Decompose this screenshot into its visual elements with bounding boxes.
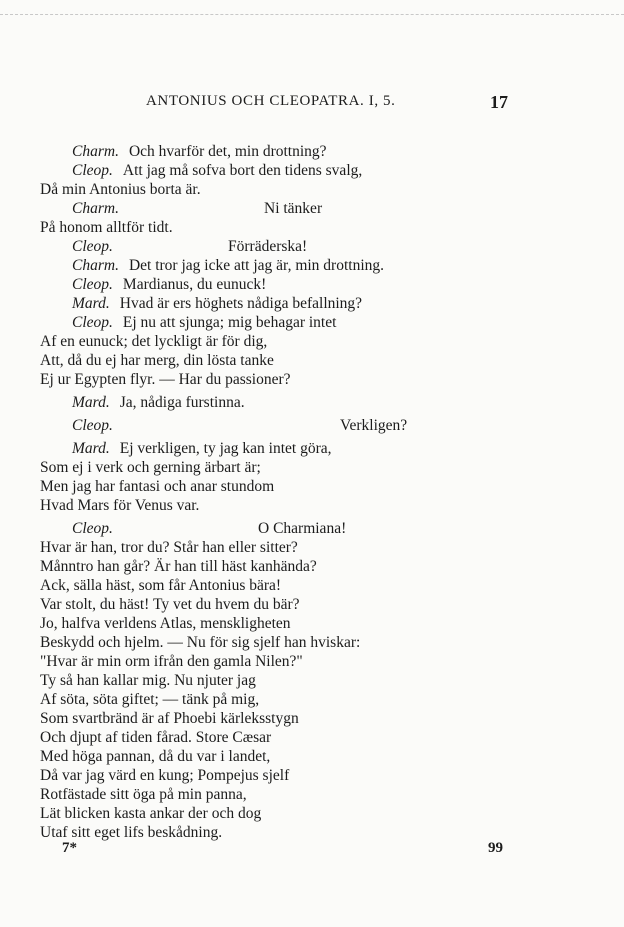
line-text: Ack, sälla häst, som får Antonius bära! — [40, 577, 282, 594]
verse-line — [40, 332, 600, 351]
page-footer — [0, 840, 624, 862]
verse-line — [40, 747, 600, 766]
line-text: Hvar är han, tror du? Står han eller sitter? — [40, 539, 298, 556]
speaker-label: Mard. — [72, 295, 110, 312]
speaker-label: Cleop. — [72, 314, 113, 331]
line-text: Då var jag värd en kung; Pompejus sjelf — [40, 767, 290, 784]
verse-line — [40, 538, 600, 557]
verse-line — [40, 595, 600, 614]
dialogue-line — [40, 313, 600, 332]
speaker-label: Mard. — [72, 440, 110, 457]
play-text — [40, 142, 600, 842]
verse-line — [40, 496, 600, 515]
line-text: Beskydd och hjelm. — Nu för sig sjelf han hviskar: — [40, 634, 361, 651]
line-text: På honom alltför tidt. — [40, 219, 173, 236]
line-text: Mardianus, du eunuck! — [122, 276, 267, 293]
speaker-label: Cleop. — [72, 520, 113, 537]
dialogue-line — [40, 161, 600, 180]
verse-line — [40, 690, 600, 709]
line-text: Af en eunuck; det lyckligt är för dig, — [40, 333, 268, 350]
verse-line — [40, 351, 600, 370]
speaker-label: Cleop. — [72, 162, 113, 179]
line-text: O Charmiana! — [258, 520, 347, 537]
line-text: Att, då du ej har merg, din lösta tanke — [40, 352, 274, 369]
dialogue-line — [40, 275, 600, 294]
speaker-label: Charm. — [72, 257, 119, 274]
verse-line — [40, 652, 600, 671]
line-text: Jo, halfva verldens Atlas, menskligheten — [40, 615, 291, 632]
line-text: Hvad är ers höghets nådiga befallning? — [119, 295, 363, 312]
line-text: Det tror jag icke att jag är, min drottning. — [128, 257, 385, 274]
speaker-label: Cleop. — [72, 417, 113, 434]
running-head — [0, 92, 624, 112]
line-text: Ej nu att sjunga; mig behagar intet — [122, 314, 337, 331]
verse-line — [40, 728, 600, 747]
verse-line — [40, 557, 600, 576]
line-text: Och djupt af tiden fårad. Store Cæsar — [40, 729, 272, 746]
line-text: Månntro han går? Är han till häst kanhända? — [40, 558, 317, 575]
footer-page-number: 99 — [488, 840, 503, 856]
line-text: Men jag har fantasi och anar stundom — [40, 478, 275, 495]
line-text: Ej ur Egypten flyr. — Har du passioner? — [40, 371, 291, 388]
line-text: Och hvarför det, min drottning? — [128, 143, 327, 160]
verse-line — [40, 785, 600, 804]
top-edge-rule — [0, 14, 624, 15]
page-number: 17 — [490, 92, 508, 112]
line-text: Ni tänker — [264, 200, 323, 217]
verse-line — [40, 218, 600, 237]
dialogue-line — [40, 519, 600, 538]
dialogue-line — [40, 256, 600, 275]
line-text: Ty så han kallar mig. Nu njuter jag — [40, 672, 256, 689]
line-text: Var stolt, du häst! Ty vet du hvem du bär? — [40, 596, 300, 613]
verse-line — [40, 477, 600, 496]
speaker-label: Charm. — [72, 143, 119, 160]
speaker-label: Cleop. — [72, 238, 113, 255]
running-title: ANTONIUS OCH CLEOPATRA. I, 5. — [146, 93, 396, 109]
dialogue-line — [40, 393, 600, 412]
verse-line — [40, 458, 600, 477]
line-text: Af söta, söta giftet; — tänk på mig, — [40, 691, 260, 708]
speaker-label: Mard. — [72, 394, 110, 411]
line-text: Rotfästade sitt öga på min panna, — [40, 786, 247, 803]
speaker-label: Cleop. — [72, 276, 113, 293]
verse-line — [40, 576, 600, 595]
dialogue-line — [40, 439, 600, 458]
line-text: "Hvar är min orm ifrån den gamla Nilen?" — [40, 653, 303, 670]
verse-line — [40, 180, 600, 199]
dialogue-line — [40, 294, 600, 313]
line-text: Då min Antonius borta är. — [40, 181, 201, 198]
verse-line — [40, 614, 600, 633]
line-text: Utaf sitt eget lifs beskådning. — [40, 824, 223, 841]
dialogue-line — [40, 142, 600, 161]
verse-line — [40, 671, 600, 690]
line-text: Ej verkligen, ty jag kan intet göra, — [119, 440, 332, 457]
line-text: Verkligen? — [340, 417, 408, 434]
line-text: Hvad Mars för Venus var. — [40, 497, 200, 514]
verse-line — [40, 766, 600, 785]
line-text: Som ej i verk och gerning ärbart är; — [40, 459, 261, 476]
line-text: Lät blicken kasta ankar der och dog — [40, 805, 262, 822]
line-text: Med höga pannan, då du var i landet, — [40, 748, 271, 765]
signature-mark: 7* — [62, 840, 77, 856]
dialogue-line — [40, 416, 600, 435]
line-text: Som svartbränd är af Phoebi kärleksstygn — [40, 710, 299, 727]
verse-line — [40, 709, 600, 728]
line-text: Att jag må sofva bort den tidens svalg, — [122, 162, 363, 179]
verse-line — [40, 370, 600, 389]
verse-line — [40, 804, 600, 823]
verse-line — [40, 633, 600, 652]
dialogue-line — [40, 237, 600, 256]
speaker-label: Charm. — [72, 200, 119, 217]
line-text: Förräderska! — [228, 238, 308, 255]
line-text: Ja, nådiga furstinna. — [119, 394, 245, 411]
dialogue-line — [40, 199, 600, 218]
